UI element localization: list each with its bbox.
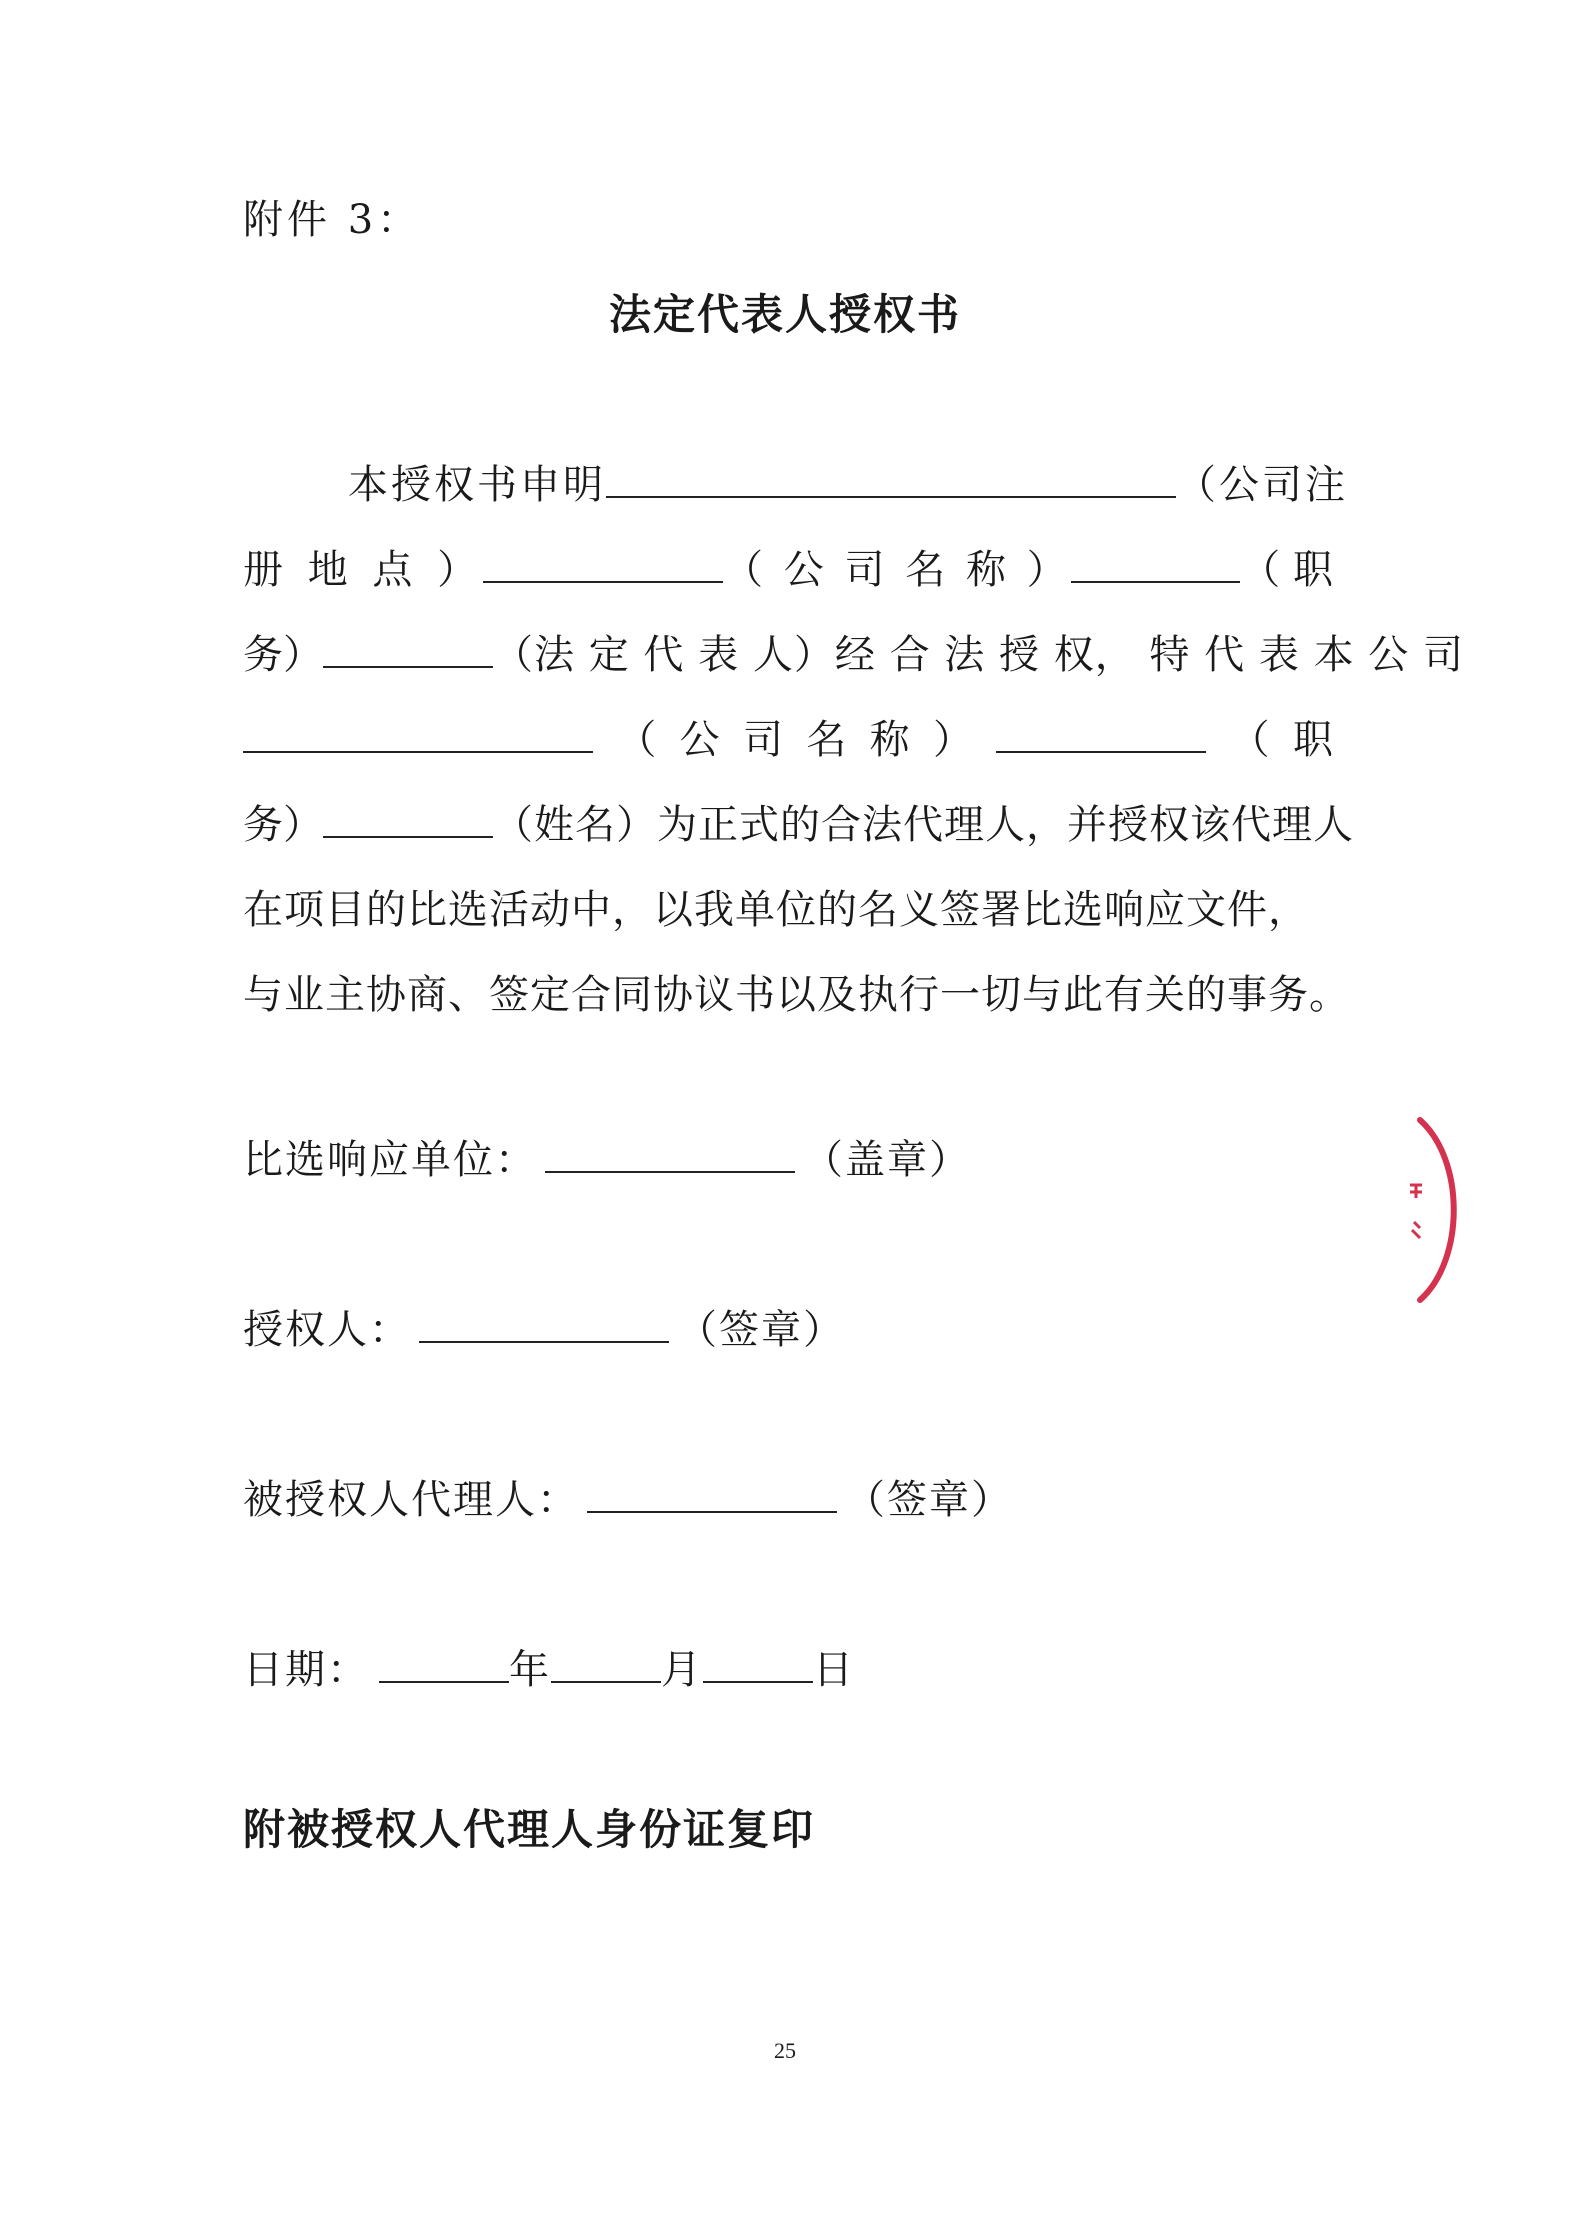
body-text: （ 公 司 名 称 ） [723, 547, 1071, 593]
body-text: 司 [742, 717, 783, 763]
body-line-3 [243, 625, 1465, 685]
date-row [243, 1640, 1333, 1700]
attachment-label: 附件 3： [243, 197, 422, 243]
blank-unit-seal[interactable] [545, 1137, 795, 1173]
signature-note: （签章） [677, 1307, 845, 1353]
blank-day[interactable] [703, 1647, 813, 1683]
body-text: 本授权书申明 [348, 462, 606, 508]
body-text: （ [1229, 717, 1270, 763]
body-text: （ [616, 717, 657, 763]
body-text: 务） [243, 632, 323, 678]
blank-legal-representative[interactable] [323, 632, 493, 668]
unit-label: 比选响应单位： [243, 1137, 537, 1183]
body-text: 公 [679, 717, 720, 763]
body-line-4 [243, 710, 1333, 770]
blank-company-name[interactable] [483, 547, 723, 583]
blank-agent-signature[interactable] [587, 1477, 837, 1513]
blank-agent-name[interactable] [323, 802, 493, 838]
body-text: （公司注 [1176, 462, 1348, 508]
body-text: ） [932, 717, 973, 763]
date-label: 日期： [243, 1647, 369, 1693]
body-text: （ 职 [1240, 547, 1333, 593]
body-line-5 [243, 795, 1354, 855]
body-text: 名 [806, 717, 847, 763]
day-label: 日 [813, 1647, 855, 1693]
body-line-6: 在项目的比选活动中，以我单位的名义签署比选响应文件， [243, 887, 1309, 933]
blank-position[interactable] [1071, 547, 1241, 583]
seal-note: （盖章） [803, 1137, 971, 1183]
signature-authorizer-row [243, 1300, 1333, 1360]
month-label: 月 [661, 1647, 703, 1693]
blank-year[interactable] [379, 1647, 509, 1683]
body-text: 职 [1292, 717, 1333, 763]
page-number: 25 [774, 2038, 796, 2063]
body-line-7: 与业主协商、签定合同协议书以及执行一切与此有关的事务。 [243, 972, 1350, 1018]
body-text: 册 地 点 ） [243, 547, 484, 593]
blank-agent-company-name[interactable] [243, 717, 593, 753]
attachment-note: 附被授权人代理人身份证复印 [243, 1805, 816, 1854]
authorizer-label: 授权人： [243, 1307, 411, 1353]
blank-company-registered-address[interactable] [606, 462, 1176, 498]
body-text: （法 定 代 表 人）经 合 法 授 权， 特 代 表 本 公 司 [493, 632, 1465, 678]
document-title: 法定代表人授权书 [608, 290, 961, 339]
year-label: 年 [509, 1647, 551, 1693]
signature-unit-row [243, 1130, 1333, 1190]
blank-agent-position[interactable] [996, 717, 1206, 753]
blank-month[interactable] [551, 1647, 661, 1683]
blank-authorizer-signature[interactable] [419, 1307, 669, 1343]
signature-agent-row [243, 1470, 1333, 1530]
body-text: 务） [243, 802, 323, 848]
body-line-1 [243, 455, 1348, 515]
body-text: （姓名）为正式的合法代理人，并授权该代理人 [493, 802, 1354, 848]
agent-label: 被授权人代理人： [243, 1477, 579, 1523]
signature-note: （签章） [845, 1477, 1013, 1523]
body-line-2 [243, 540, 1333, 600]
red-seal-stamp-icon [1380, 1110, 1460, 1310]
body-text: 称 [869, 717, 910, 763]
